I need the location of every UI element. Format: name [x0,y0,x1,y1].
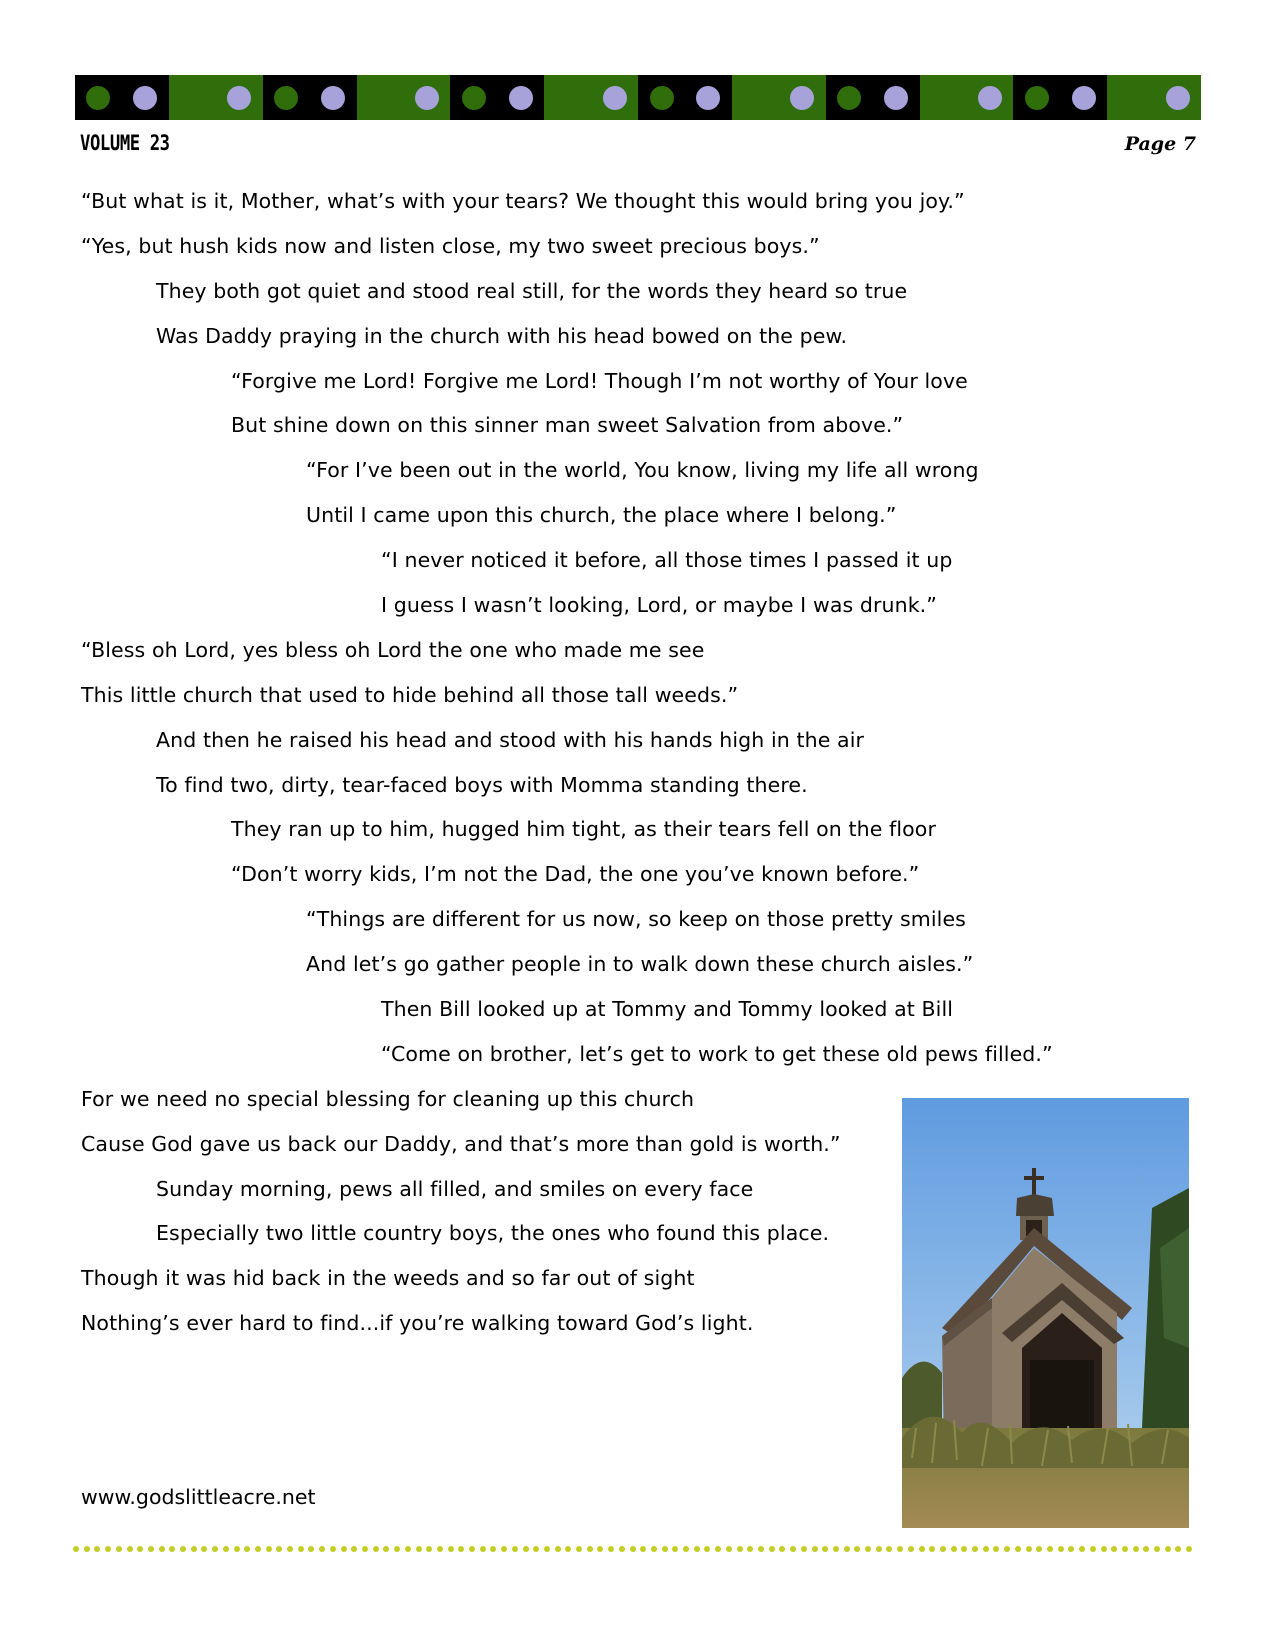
website-url[interactable]: www.godslittleacre.net [81,1485,316,1509]
lavender-dot [790,86,814,110]
dot-band-cell [403,75,450,120]
rule-dot [758,1546,764,1552]
poem-line: They ran up to him, hugged him tight, as their tears fell on the floor [231,817,936,842]
rule-dot [576,1546,582,1552]
rule-dot [405,1546,411,1552]
dot-band-cell [638,75,685,120]
rule-dot [169,1546,175,1552]
rule-dot [769,1546,775,1552]
green-dot [556,86,580,110]
rule-dot [159,1546,165,1552]
dot-band-cell [826,75,873,120]
poem-line: This little church that used to hide behind all those tall weeds.” [81,682,739,707]
rule-dot [437,1546,443,1552]
rule-dot [490,1546,496,1552]
rule-dot [1133,1546,1139,1552]
rule-dot [512,1546,518,1552]
rule-dot [961,1546,967,1552]
rule-dot [266,1546,272,1552]
dot-band-cell [1060,75,1107,120]
lavender-dot [509,86,533,110]
green-dot [1025,86,1049,110]
rule-dot [1143,1546,1149,1552]
rule-dot [737,1546,743,1552]
rule-dot [1090,1546,1096,1552]
rule-dot [908,1546,914,1552]
poem-line: Though it was hid back in the weeds and so far out of sight [81,1266,695,1291]
rule-dot [223,1546,229,1552]
rule-dot [501,1546,507,1552]
dot-band-cell [216,75,263,120]
poem-line: Nothing’s ever hard to find...if you’re walking toward God’s light. [81,1311,754,1336]
rule-dot [137,1546,143,1552]
rule-dot [1101,1546,1107,1552]
page-number: Page 7 [1124,133,1196,155]
rule-dot [426,1546,432,1552]
rule-dot [330,1546,336,1552]
rule-dot [394,1546,400,1552]
dot-band-cell [1154,75,1201,120]
poem-line: For we need no special blessing for cleaning up this church [81,1086,695,1111]
rule-dot [1068,1546,1074,1552]
poem-line: “Come on brother, let’s get to work to get these old pews filled.” [381,1041,1053,1066]
dot-band-cell [263,75,310,120]
rule-dot [812,1546,818,1552]
poem-line: Then Bill looked up at Tommy and Tommy looked at Bill [381,997,954,1022]
rule-dot [544,1546,550,1552]
rule-dot [619,1546,625,1552]
lavender-dot [227,86,251,110]
lavender-dot [415,86,439,110]
rule-dot [1079,1546,1085,1552]
rule-dot [180,1546,186,1552]
rule-dot [373,1546,379,1552]
rule-dot [1111,1546,1117,1552]
rule-dot [876,1546,882,1552]
rule-dot [597,1546,603,1552]
rule-dot [148,1546,154,1552]
lavender-dot [884,86,908,110]
rule-dot [587,1546,593,1552]
green-dot [650,86,674,110]
poem-line: Especially two little country boys, the ones who found this place. [156,1221,830,1246]
rule-dot [416,1546,422,1552]
green-dot [1119,86,1143,110]
lavender-dot [1166,86,1190,110]
rule-dot [1154,1546,1160,1552]
green-dot [274,86,298,110]
rule-dot [276,1546,282,1552]
green-dot [743,86,767,110]
poem-line: “I never noticed it before, all those times I passed it up [381,548,953,573]
poem-line: And then he raised his head and stood with his hands high in the air [156,727,865,752]
rule-dot [715,1546,721,1552]
dot-band-cell [75,75,122,120]
poem-line: They both got quiet and stood real still, for the words they heard so true [156,278,908,303]
rule-dot [1165,1546,1171,1552]
green-dot [180,86,204,110]
rule-dot [255,1546,261,1552]
green-dot [368,86,392,110]
rule-dot [234,1546,240,1552]
rule-dot [608,1546,614,1552]
lavender-dot [321,86,345,110]
rule-dot [704,1546,710,1552]
rule-dot [362,1546,368,1552]
rule-dot [127,1546,133,1552]
rule-dot [940,1546,946,1552]
rule-dot [897,1546,903,1552]
dot-band-cell [169,75,216,120]
rule-dot [287,1546,293,1552]
poem-line: But shine down on this sinner man sweet Salvation from above.” [231,413,904,438]
poem-line: Cause God gave us back our Daddy, and that’s more than gold is worth.” [81,1131,841,1156]
rule-dot [844,1546,850,1552]
dot-band-cell [450,75,497,120]
dot-band-cell [873,75,920,120]
rule-dot [822,1546,828,1552]
rule-dot [469,1546,475,1552]
rule-dot [448,1546,454,1552]
rule-dot [1047,1546,1053,1552]
poem-line: “Don’t worry kids, I’m not the Dad, the one you’ve known before.” [231,862,920,887]
rule-dot [919,1546,925,1552]
rule-dot [191,1546,197,1552]
rule-dot [929,1546,935,1552]
rule-dot [523,1546,529,1552]
rule-dot [201,1546,207,1552]
rule-dot [854,1546,860,1552]
rule-dot [747,1546,753,1552]
rule-dot [983,1546,989,1552]
poem-line: “Bless oh Lord, yes bless oh Lord the one who made me see [81,637,705,662]
dotted-footer-rule [73,1546,1193,1554]
lavender-dot [696,86,720,110]
rule-dot [1026,1546,1032,1552]
green-dot [837,86,861,110]
green-dot [931,86,955,110]
rule-dot [94,1546,100,1552]
rule-dot [672,1546,678,1552]
rule-dot [865,1546,871,1552]
dot-band-cell [357,75,404,120]
rule-dot [533,1546,539,1552]
lavender-dot [133,86,157,110]
church-photo [902,1098,1189,1528]
rule-dot [833,1546,839,1552]
dot-band-cell [497,75,544,120]
rule-dot [244,1546,250,1552]
rule-dot [116,1546,122,1552]
rule-dot [630,1546,636,1552]
rule-dot [383,1546,389,1552]
rule-dot [779,1546,785,1552]
poem-line: And let’s go gather people in to walk down these church aisles.” [306,952,974,977]
rule-dot [1175,1546,1181,1552]
rule-dot [1015,1546,1021,1552]
rule-dot [351,1546,357,1552]
rule-dot [972,1546,978,1552]
rule-dot [565,1546,571,1552]
rule-dot [105,1546,111,1552]
rule-dot [951,1546,957,1552]
rule-dot [886,1546,892,1552]
rule-dot [694,1546,700,1552]
dot-band-cell [967,75,1014,120]
poem-line: “For I’ve been out in the world, You know, living my life all wrong [306,458,979,483]
poem-line: “Forgive me Lord! Forgive me Lord! Though I’m not worthy of Your love [231,368,968,393]
rule-dot [801,1546,807,1552]
dot-band-cell [122,75,169,120]
poem-line: Was Daddy praying in the church with his head bowed on the pew. [156,323,848,348]
poem-line: To find two, dirty, tear-faced boys with Momma standing there. [156,772,808,797]
volume-label: VOLUME 23 [80,131,170,155]
poem-line: Until I came upon this church, the place where I belong.” [306,503,897,528]
rule-dot [341,1546,347,1552]
poem-line: Sunday morning, pews all filled, and smiles on every face [156,1176,754,1201]
dot-band-cell [920,75,967,120]
rule-dot [84,1546,90,1552]
green-dot [86,86,110,110]
rule-dot [662,1546,668,1552]
rule-dot [1122,1546,1128,1552]
rule-dot [308,1546,314,1552]
lavender-dot [978,86,1002,110]
green-dot [462,86,486,110]
rule-dot [1058,1546,1064,1552]
dot-band-cell [1107,75,1154,120]
rule-dot [298,1546,304,1552]
poem-line: “Yes, but hush kids now and listen close, my two sweet precious boys.” [81,233,820,258]
dot-band-cell [779,75,826,120]
dot-band-cell [1013,75,1060,120]
dot-band-cell [591,75,638,120]
rule-dot [640,1546,646,1552]
rule-dot [458,1546,464,1552]
dot-band-cell [685,75,732,120]
rule-dot [1036,1546,1042,1552]
lavender-dot [1072,86,1096,110]
rule-dot [73,1546,79,1552]
rule-dot [683,1546,689,1552]
rule-dot [212,1546,218,1552]
rule-dot [1186,1546,1192,1552]
poem-line: I guess I wasn’t looking, Lord, or maybe I was drunk.” [381,593,938,618]
rule-dot [555,1546,561,1552]
rule-dot [993,1546,999,1552]
rule-dot [651,1546,657,1552]
dot-band-cell [310,75,357,120]
rule-dot [790,1546,796,1552]
poem-line: “But what is it, Mother, what’s with your tears? We thought this would bring you joy.” [81,189,965,213]
decorative-dot-band [75,75,1201,120]
poem-line: “Things are different for us now, so keep on those pretty smiles [306,907,966,932]
dot-band-cell [544,75,591,120]
rule-dot [480,1546,486,1552]
rule-dot [726,1546,732,1552]
lavender-dot [603,86,627,110]
page-header [80,131,1196,165]
dot-band-cell [732,75,779,120]
rule-dot [1004,1546,1010,1552]
rule-dot [319,1546,325,1552]
